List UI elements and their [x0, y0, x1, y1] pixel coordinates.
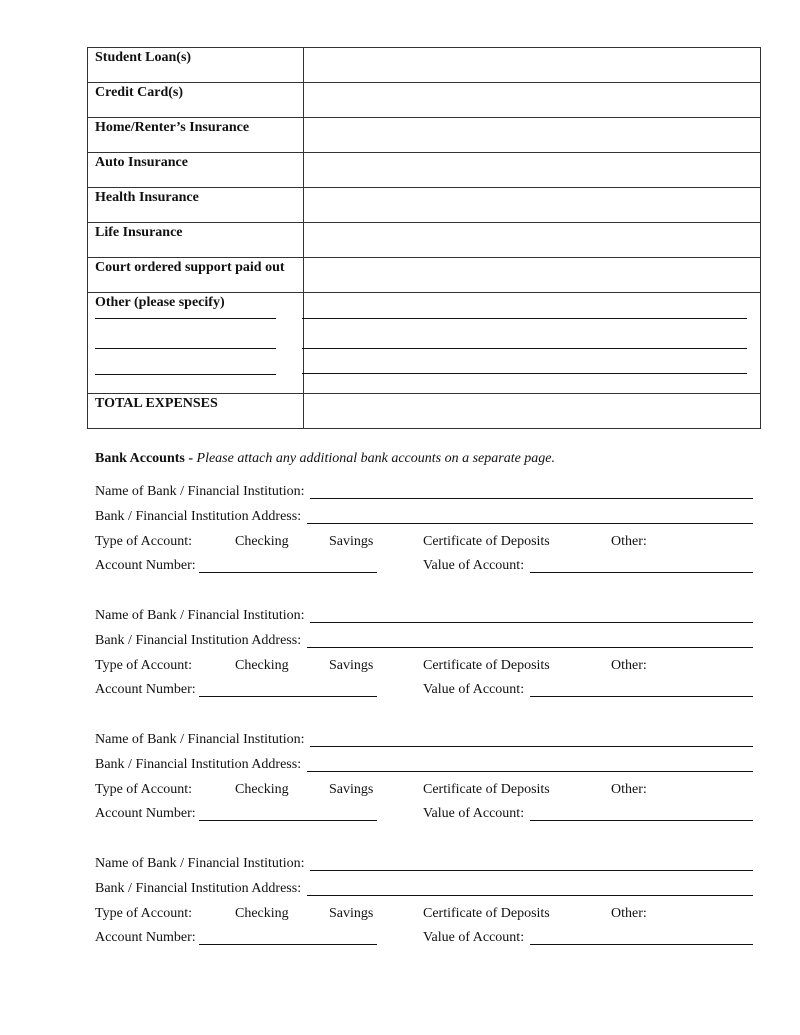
cd-option[interactable]: Certificate of Deposits — [423, 534, 550, 549]
other-option[interactable]: Other: — [611, 906, 647, 921]
account-value-label: Value of Account: — [423, 930, 525, 945]
other-specify-line-2[interactable] — [95, 348, 276, 349]
other-option[interactable]: Other: — [611, 658, 647, 673]
other-amount-line-3[interactable] — [302, 373, 747, 374]
account-value-field[interactable] — [530, 696, 753, 697]
bank-name-field[interactable] — [310, 870, 753, 871]
account-type-label: Type of Account: — [95, 534, 192, 549]
account-value-label: Value of Account: — [423, 558, 525, 573]
other-label-cell — [88, 293, 304, 394]
table-row — [88, 258, 761, 293]
bank-name-label: Name of Bank / Financial Institution: — [95, 856, 305, 871]
checking-option[interactable]: Checking — [235, 658, 289, 673]
other-label: Other (please specify) — [95, 295, 225, 310]
other-specify-line-3[interactable] — [95, 374, 276, 375]
bank-name-field[interactable] — [310, 498, 753, 499]
table-row — [88, 118, 761, 153]
account-value-field[interactable] — [530, 820, 753, 821]
row-value-health-insurance[interactable] — [304, 188, 761, 223]
savings-option[interactable]: Savings — [329, 906, 374, 921]
table-row-total — [88, 394, 761, 429]
account-number-field[interactable] — [199, 572, 377, 573]
row-value-life-insurance[interactable] — [304, 223, 761, 258]
bank-accounts-note: Please attach any additional bank accounts on a separate page. — [196, 451, 556, 466]
bank-accounts-heading — [95, 451, 555, 467]
table-row — [88, 188, 761, 223]
bank-accounts-title: Bank Accounts - — [95, 451, 194, 466]
bank-address-label: Bank / Financial Institution Address: — [95, 881, 302, 896]
account-number-field[interactable] — [199, 944, 377, 945]
account-number-field[interactable] — [199, 696, 377, 697]
cd-option[interactable]: Certificate of Deposits — [423, 906, 550, 921]
bank-name-field[interactable] — [310, 622, 753, 623]
other-option[interactable]: Other: — [611, 782, 647, 797]
cd-option[interactable]: Certificate of Deposits — [423, 658, 550, 673]
row-label-home-insurance: Home/Renter’s Insurance — [88, 118, 304, 153]
row-label-court-support: Court ordered support paid out — [88, 258, 304, 293]
account-number-field[interactable] — [199, 820, 377, 821]
checking-option[interactable]: Checking — [235, 782, 289, 797]
table-row — [88, 83, 761, 118]
account-value-field[interactable] — [530, 944, 753, 945]
account-value-label: Value of Account: — [423, 806, 525, 821]
account-value-label: Value of Account: — [423, 682, 525, 697]
savings-option[interactable]: Savings — [329, 534, 374, 549]
other-amount-line-2[interactable] — [302, 348, 747, 349]
account-number-label: Account Number: — [95, 806, 196, 821]
bank-address-field[interactable] — [307, 771, 753, 772]
bank-address-label: Bank / Financial Institution Address: — [95, 633, 302, 648]
bank-address-label: Bank / Financial Institution Address: — [95, 509, 302, 524]
bank-name-field[interactable] — [310, 746, 753, 747]
row-value-home-insurance[interactable] — [304, 118, 761, 153]
row-value-student-loans[interactable] — [304, 48, 761, 83]
account-number-label: Account Number: — [95, 682, 196, 697]
table-row — [88, 153, 761, 188]
table-row — [88, 48, 761, 83]
row-value-court-support[interactable] — [304, 258, 761, 293]
bank-name-label: Name of Bank / Financial Institution: — [95, 732, 305, 747]
bank-address-field[interactable] — [307, 647, 753, 648]
row-value-credit-cards[interactable] — [304, 83, 761, 118]
table-row — [88, 223, 761, 258]
account-value-field[interactable] — [530, 572, 753, 573]
bank-address-field[interactable] — [307, 523, 753, 524]
cd-option[interactable]: Certificate of Deposits — [423, 782, 550, 797]
checking-option[interactable]: Checking — [235, 534, 289, 549]
other-amount-line-1[interactable] — [302, 318, 747, 319]
row-label-student-loans: Student Loan(s) — [88, 48, 304, 83]
row-label-credit-cards: Credit Card(s) — [88, 83, 304, 118]
row-label-auto-insurance: Auto Insurance — [88, 153, 304, 188]
table-row-other — [88, 293, 761, 394]
row-value-auto-insurance[interactable] — [304, 153, 761, 188]
other-option[interactable]: Other: — [611, 534, 647, 549]
account-type-label: Type of Account: — [95, 906, 192, 921]
account-number-label: Account Number: — [95, 930, 196, 945]
bank-address-label: Bank / Financial Institution Address: — [95, 757, 302, 772]
total-expenses-value[interactable] — [304, 394, 761, 429]
account-type-label: Type of Account: — [95, 658, 192, 673]
row-label-life-insurance: Life Insurance — [88, 223, 304, 258]
checking-option[interactable]: Checking — [235, 906, 289, 921]
account-number-label: Account Number: — [95, 558, 196, 573]
bank-name-label: Name of Bank / Financial Institution: — [95, 608, 305, 623]
total-expenses-label: TOTAL EXPENSES — [88, 394, 304, 429]
savings-option[interactable]: Savings — [329, 782, 374, 797]
bank-name-label: Name of Bank / Financial Institution: — [95, 484, 305, 499]
expenses-table — [87, 47, 761, 429]
other-value-cell — [304, 293, 761, 394]
other-specify-line-1[interactable] — [95, 318, 276, 319]
bank-address-field[interactable] — [307, 895, 753, 896]
row-label-health-insurance: Health Insurance — [88, 188, 304, 223]
account-type-label: Type of Account: — [95, 782, 192, 797]
savings-option[interactable]: Savings — [329, 658, 374, 673]
